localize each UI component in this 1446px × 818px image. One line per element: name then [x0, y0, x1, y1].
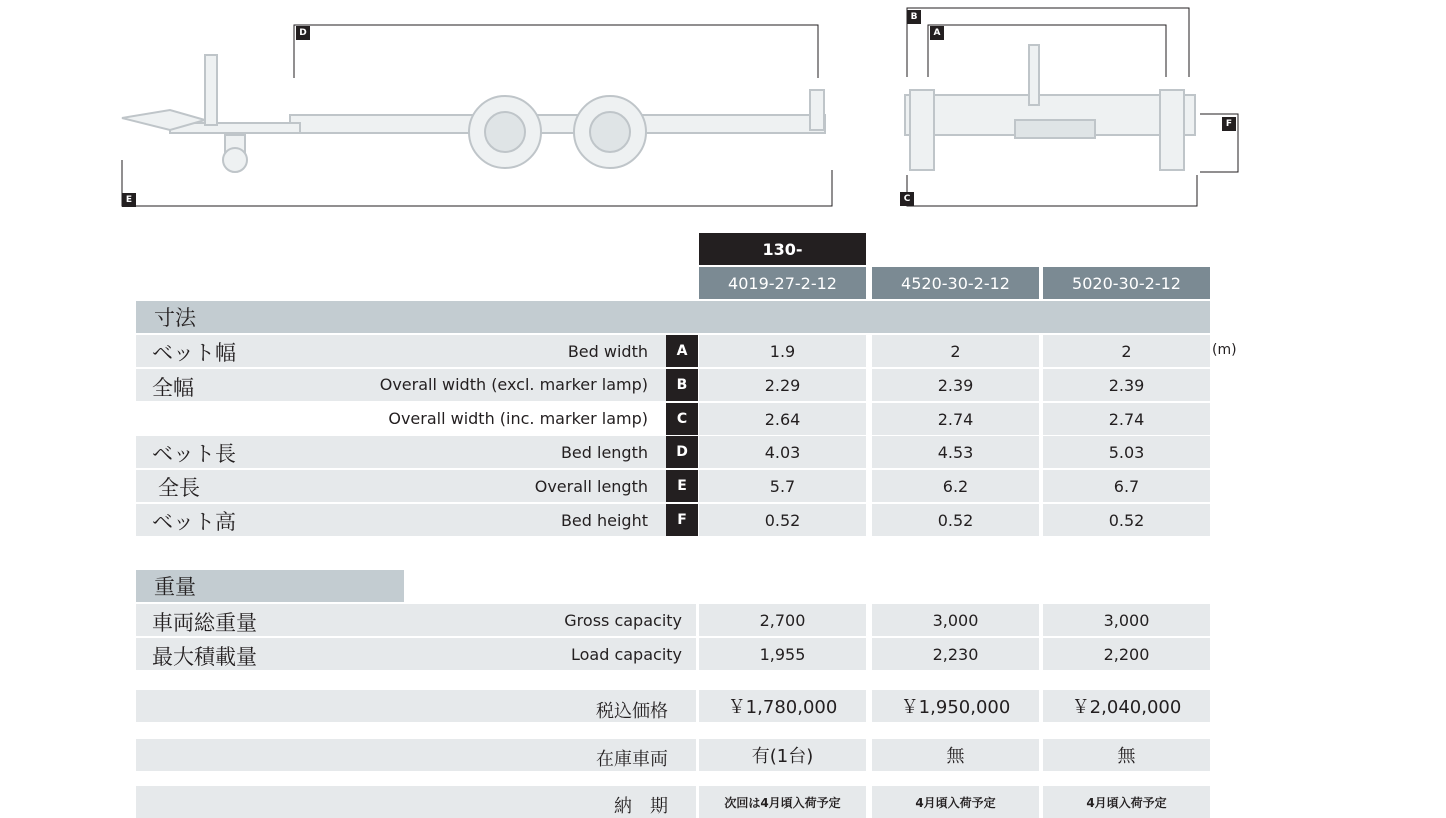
value-cell: 2,200: [1043, 638, 1210, 670]
value-cell: 1,955: [699, 638, 866, 670]
value-cell: 2.29: [699, 369, 866, 401]
delivery-cell: 4月頃入荷予定: [1043, 786, 1210, 818]
value-cell: 3,000: [872, 604, 1039, 636]
row-label-jp: 車両総重量: [152, 611, 257, 635]
diagram-tag-c: C: [900, 192, 914, 206]
stock-label: 在庫車両: [596, 749, 668, 770]
diagram-tag-a: A: [930, 26, 944, 40]
value-cell: 2,700: [699, 604, 866, 636]
delivery-cell: 4月頃入荷予定: [872, 786, 1039, 818]
value-cell: 3,000: [1043, 604, 1210, 636]
diagram-tag-f: F: [1222, 117, 1236, 131]
row-label-en: Overall width (inc. marker lamp): [388, 409, 648, 428]
row-label-jp: 最大積載量: [152, 645, 257, 669]
stock-cell: 無: [872, 739, 1039, 771]
dimension-key: F: [666, 504, 698, 536]
value-cell: 5.7: [699, 470, 866, 502]
dimension-key: B: [666, 369, 698, 401]
trailer-rear-diagram: [895, 5, 1245, 210]
value-cell: 2.39: [872, 369, 1039, 401]
stock-cell: 有(1台): [699, 739, 866, 771]
value-cell: 4.53: [872, 436, 1039, 468]
diagram-tag-b: B: [907, 10, 921, 24]
price-cell: ￥1,780,000: [699, 690, 866, 722]
model-header-1: 4019-27-2-12: [699, 267, 866, 299]
row-label-jp: 全長: [158, 476, 200, 500]
value-cell: 2.74: [872, 403, 1039, 435]
value-cell: 2.74: [1043, 403, 1210, 435]
dimension-key: C: [666, 403, 698, 435]
row-label-jp: ベット高: [152, 510, 236, 534]
delivery-cell: 次回は4月頃入荷予定: [699, 786, 866, 818]
value-cell: 2.64: [699, 403, 866, 435]
diagram-tag-e: E: [122, 193, 136, 207]
row-label-en: Load capacity: [570, 645, 682, 664]
value-cell: 2: [1043, 335, 1210, 367]
diagram-tag-d: D: [296, 26, 310, 40]
row-label-en: Overall length: [534, 477, 648, 496]
value-cell: 0.52: [1043, 504, 1210, 536]
row-label-en: Overall width (excl. marker lamp): [379, 375, 648, 394]
value-cell: 4.03: [699, 436, 866, 468]
section-dimensions: 寸法: [136, 301, 1210, 333]
row-label-en: Gross capacity: [564, 611, 682, 630]
value-cell: 0.52: [699, 504, 866, 536]
value-cell: 0.52: [872, 504, 1039, 536]
price-label: 税込価格: [596, 701, 668, 722]
dimension-key: A: [666, 335, 698, 367]
row-label-en: Bed width: [567, 342, 648, 361]
row-label-jp: 全幅: [152, 376, 194, 400]
trailer-side-diagram: [110, 20, 850, 215]
value-cell: 6.7: [1043, 470, 1210, 502]
value-cell: 2,230: [872, 638, 1039, 670]
row-label-jp: ベット幅: [152, 341, 236, 365]
row-label-en: Bed height: [560, 511, 648, 530]
section-weight: 重量: [136, 570, 404, 602]
value-cell: 5.03: [1043, 436, 1210, 468]
price-cell: ￥2,040,000: [1043, 690, 1210, 722]
model-header-3: 5020-30-2-12: [1043, 267, 1210, 299]
model-header-2: 4520-30-2-12: [872, 267, 1039, 299]
series-label: 130-: [699, 233, 866, 265]
row-label-jp: ベット長: [152, 442, 236, 466]
delivery-label: 納 期: [614, 796, 668, 817]
unit-label: (m): [1212, 342, 1237, 358]
value-cell: 2.39: [1043, 369, 1210, 401]
value-cell: 2: [872, 335, 1039, 367]
row-label-en: Bed length: [560, 443, 648, 462]
price-cell: ￥1,950,000: [872, 690, 1039, 722]
value-cell: 6.2: [872, 470, 1039, 502]
value-cell: 1.9: [699, 335, 866, 367]
stock-cell: 無: [1043, 739, 1210, 771]
dimension-key: E: [666, 470, 698, 502]
dimension-key: D: [666, 436, 698, 468]
